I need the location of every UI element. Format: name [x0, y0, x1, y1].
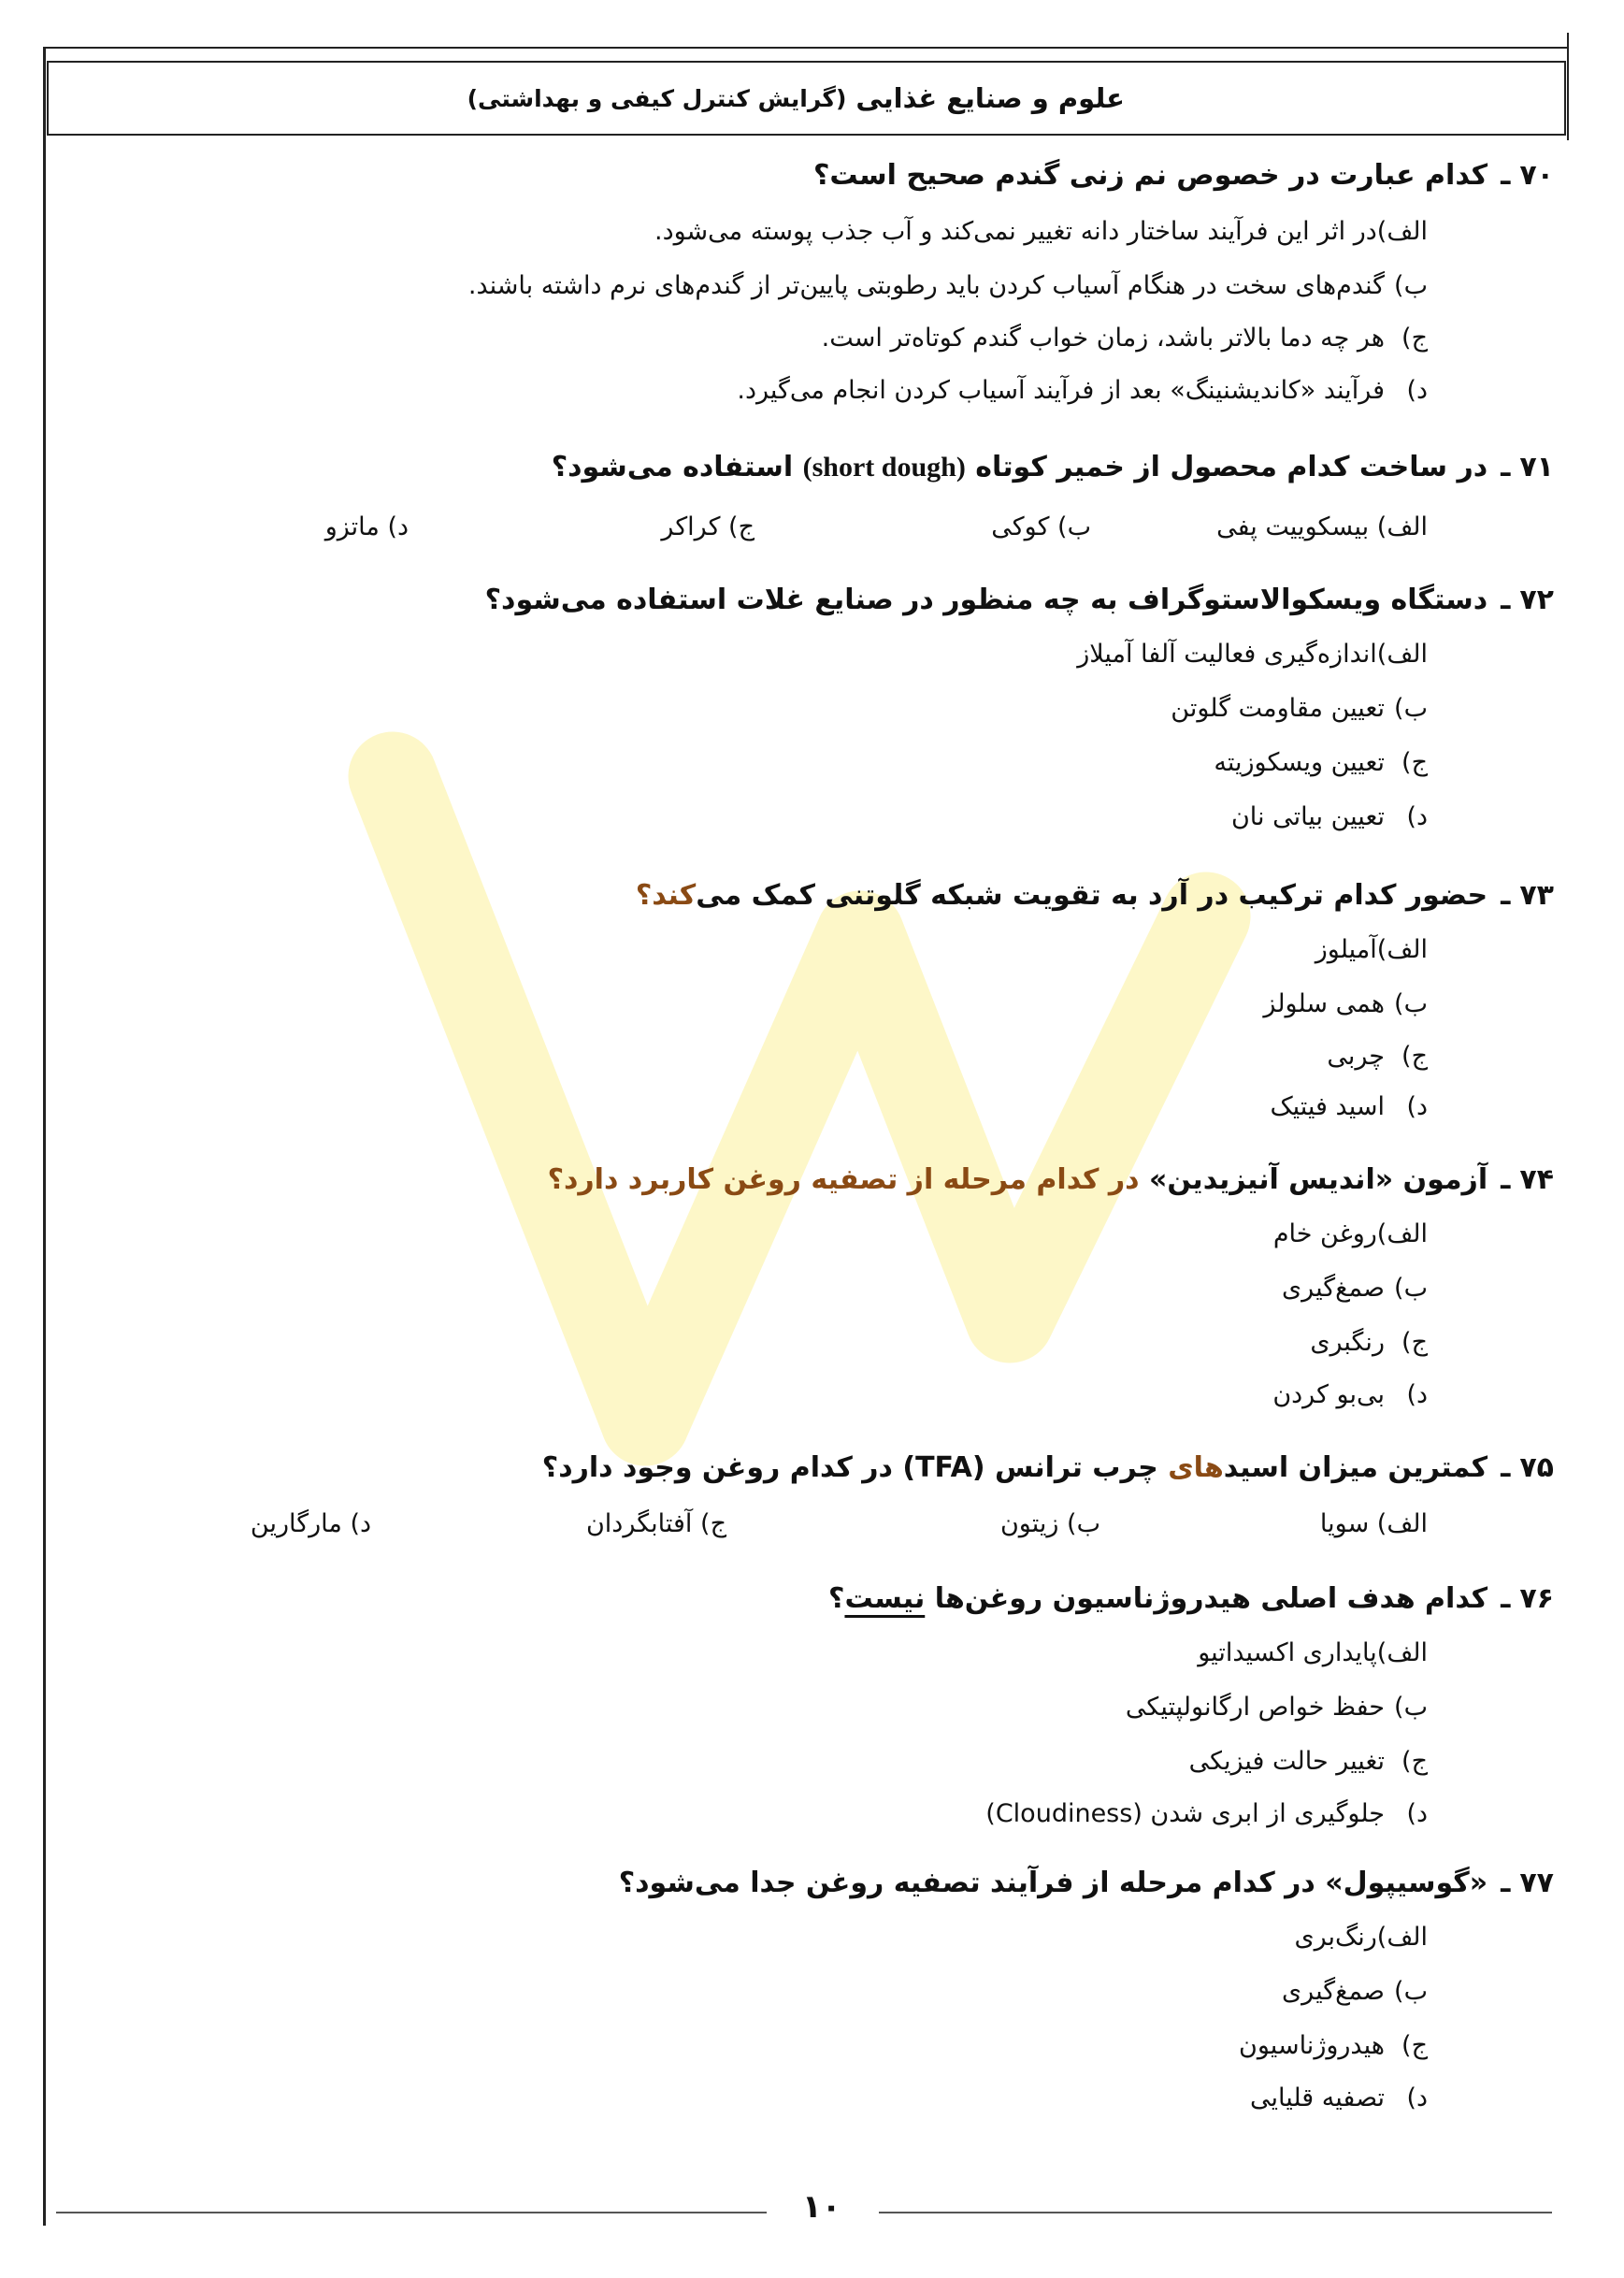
option-72-d[interactable] [1231, 802, 1428, 831]
option-text: کراکر [661, 512, 721, 541]
option-text: هر چه دما بالاتر باشد، زمان خواب گندم کوتاه‌تر است. [821, 324, 1385, 353]
section-subtitle: (گرایش کنترل کیفی و بهداشتی) [467, 84, 847, 112]
option-letter: الف) [1376, 1509, 1428, 1538]
question-text-highlight: های [1168, 1451, 1224, 1484]
option-letter: ج) [1401, 1328, 1428, 1357]
question-number: ۷۱ [1519, 451, 1554, 483]
option-76-c[interactable] [1189, 1747, 1428, 1776]
question-number: ۷۵ [1519, 1451, 1554, 1484]
question-text-end: ؟ [828, 1582, 845, 1615]
question-76 [828, 1582, 1554, 1615]
option-73-a[interactable] [1315, 935, 1428, 964]
option-text: تعیین مقاومت گلوتن [1171, 694, 1385, 723]
option-text: هیدروژناسیون [1239, 2031, 1385, 2060]
option-letter: ب) [1394, 1693, 1428, 1722]
option-72-a[interactable] [1077, 640, 1428, 669]
option-text: مارگارین [250, 1509, 342, 1538]
option-letter: د) [1406, 1092, 1428, 1121]
question-text: حضور کدام ترکیب در آرد به تقویت شبکه گلوتنی کمک می [696, 879, 1488, 912]
option-letter: ج) [1401, 1747, 1428, 1776]
question-text-end: استفاده می‌شود؟ [551, 451, 794, 483]
option-70-a[interactable] [654, 217, 1428, 246]
option-77-c[interactable] [1239, 2031, 1428, 2060]
question-text: کدام هدف اصلی هیدروژناسیون روغن‌ها [934, 1582, 1488, 1615]
question-74 [548, 1163, 1554, 1196]
option-text: حفظ خواص ارگانولپتیکی [1125, 1693, 1385, 1722]
option-letter: د) [1406, 1380, 1428, 1409]
question-number: ۷۴ [1519, 1163, 1554, 1196]
option-letter: الف) [1376, 1923, 1428, 1952]
option-text: فرآیند «کاندیشنینگ» بعد از فرآیند آسیاب کردن انجام می‌گیرد. [737, 376, 1385, 405]
question-text: کدام عبارت در خصوص نم زنی گندم صحیح است؟ [812, 159, 1488, 192]
option-73-c[interactable] [1327, 1042, 1428, 1071]
option-letter: الف) [1376, 1638, 1428, 1667]
option-letter: ب) [1394, 1274, 1428, 1303]
option-letter: ج) [1401, 1042, 1428, 1071]
option-71-a[interactable] [1216, 512, 1428, 541]
question-number: ۷۷ [1519, 1867, 1554, 1899]
option-letter: د) [387, 512, 409, 541]
footer-rule-left [56, 2212, 767, 2213]
option-text: تعیین ویسکوزیته [1214, 748, 1385, 777]
section-header [47, 61, 1566, 136]
question-text-underlined: نیست [844, 1582, 926, 1615]
question-77 [619, 1867, 1554, 1899]
option-text: آفتابگردان [585, 1509, 693, 1538]
option-74-d[interactable] [1272, 1380, 1428, 1409]
option-75-d[interactable] [251, 1509, 371, 1538]
question-75 [542, 1451, 1554, 1484]
section-title: علوم و صنایع غذایی [855, 82, 1125, 114]
top-rule [43, 47, 1569, 49]
question-72 [485, 584, 1554, 616]
question-dash: ـ [1501, 879, 1511, 912]
option-73-d[interactable] [1270, 1092, 1428, 1121]
option-text: بی‌بو کردن [1272, 1380, 1385, 1409]
option-76-d[interactable] [985, 1799, 1428, 1828]
question-text: در ساخت کدام محصول از خمیر کوتاه [975, 451, 1488, 483]
question-text: کمترین میزان اسید [1223, 1451, 1488, 1484]
question-latin-term: (short dough) [802, 452, 966, 483]
option-text: روغن خام [1272, 1219, 1377, 1248]
option-76-a[interactable] [1198, 1638, 1428, 1667]
question-text-highlight: کند؟ [635, 879, 697, 912]
option-73-b[interactable] [1263, 989, 1428, 1018]
option-text: پایداری اکسیداتیو [1198, 1638, 1377, 1667]
question-number: ۷۳ [1519, 879, 1554, 912]
question-text: آزمون «اندیس آنیزیدین» [1149, 1163, 1488, 1196]
option-letter: ب) [1394, 271, 1428, 300]
option-77-d[interactable] [1250, 2083, 1428, 2112]
option-71-d[interactable] [325, 512, 409, 541]
option-letter: د) [1406, 1799, 1428, 1828]
question-number: ۷۲ [1519, 584, 1554, 616]
option-72-c[interactable] [1214, 748, 1428, 777]
question-dash: ـ [1501, 1451, 1511, 1484]
option-letter: الف) [1376, 217, 1428, 246]
option-text: رنگ‌بری [1294, 1923, 1377, 1952]
option-74-b[interactable] [1282, 1274, 1428, 1303]
option-text: رنگبری [1310, 1328, 1385, 1357]
option-letter: ب) [1394, 1977, 1428, 2006]
option-text: چربی [1327, 1042, 1385, 1071]
option-70-c[interactable] [822, 324, 1428, 353]
option-letter: الف) [1376, 935, 1428, 964]
option-text: اسید فیتیک [1270, 1092, 1385, 1121]
question-text: دستگاه ویسکوالاستوگراف به چه منظور در صنایع غلات استفاده می‌شود؟ [484, 584, 1488, 616]
question-text-end: چرب ترانس (TFA) در کدام روغن وجود دارد؟ [541, 1451, 1158, 1484]
question-text: «گوسیپول» در کدام مرحله از فرآیند تصفیه روغن جدا می‌شود؟ [618, 1867, 1488, 1899]
question-73 [636, 879, 1554, 912]
option-75-a[interactable] [1320, 1509, 1428, 1538]
question-dash: ـ [1501, 584, 1511, 616]
option-74-c[interactable] [1310, 1328, 1428, 1357]
option-77-a[interactable] [1295, 1923, 1428, 1952]
option-74-a[interactable] [1273, 1219, 1428, 1248]
option-text: سویا [1319, 1509, 1370, 1538]
option-text: صمغ‌گیری [1282, 1977, 1385, 2006]
option-text: تعیین بیاتی نان [1230, 802, 1385, 831]
page-frame-right [1567, 33, 1569, 140]
option-text: کوکی [991, 512, 1050, 541]
option-letter: ج) [1401, 748, 1428, 777]
option-text: تصفیه قلیایی [1249, 2083, 1385, 2112]
question-dash: ـ [1501, 1867, 1511, 1899]
option-77-b[interactable] [1282, 1977, 1428, 2006]
question-dash: ـ [1501, 1163, 1511, 1196]
option-letter: الف) [1376, 640, 1428, 669]
option-letter: د) [350, 1509, 371, 1538]
option-70-d[interactable] [737, 376, 1428, 405]
option-letter: ب) [1394, 694, 1428, 723]
option-text: زیتون [999, 1509, 1059, 1538]
footer-rule-right [879, 2212, 1552, 2213]
question-number: ۷۰ [1519, 159, 1554, 192]
option-71-b[interactable] [991, 512, 1091, 541]
option-letter: ج) [700, 1509, 726, 1538]
option-letter: ب) [1394, 989, 1428, 1018]
page-frame-left [43, 47, 46, 2226]
option-letter: ب) [1067, 1509, 1100, 1538]
question-dash: ـ [1501, 1582, 1511, 1615]
option-text: در اثر این فرآیند ساختار دانه تغییر نمی‌کند و آب جذب پوسته می‌شود. [654, 217, 1377, 246]
question-text-highlight: در کدام مرحله از تصفیه روغن کاربرد دارد؟ [547, 1163, 1140, 1196]
option-text: جلوگیری از ابری شدن (Cloudiness) [985, 1799, 1385, 1828]
option-text: اندازه‌گیری فعالیت آلفا آمیلاز [1077, 640, 1377, 669]
option-letter: ج) [1401, 2031, 1428, 2060]
option-letter: الف) [1376, 512, 1428, 541]
option-letter: د) [1406, 802, 1428, 831]
option-letter: الف) [1376, 1219, 1428, 1248]
option-75-c[interactable] [586, 1509, 726, 1538]
option-71-c[interactable] [661, 512, 755, 541]
option-text: ماتزو [324, 512, 380, 541]
option-text: همی سلولز [1263, 989, 1385, 1018]
question-dash: ـ [1501, 451, 1511, 483]
option-letter: د) [1406, 2083, 1428, 2112]
option-text: تغییر حالت فیزیکی [1188, 1747, 1385, 1776]
option-letter: د) [1406, 376, 1428, 405]
option-70-b[interactable] [468, 271, 1428, 300]
option-text: بیسکوییت پفی [1216, 512, 1370, 541]
option-72-b[interactable] [1171, 694, 1428, 723]
option-text: گندم‌های سخت در هنگام آسیاب کردن باید رطوبتی پایین‌تر از گندم‌های نرم داشته باشند. [467, 271, 1385, 300]
question-70 [813, 159, 1554, 192]
option-75-b[interactable] [1000, 1509, 1100, 1538]
question-71 [552, 451, 1554, 483]
option-text: صمغ‌گیری [1282, 1274, 1385, 1303]
option-letter: ج) [1401, 324, 1428, 353]
watermark-logo [337, 711, 1365, 1506]
question-number: ۷۶ [1519, 1582, 1554, 1615]
option-text: آمیلوز [1315, 935, 1377, 964]
option-76-b[interactable] [1126, 1693, 1428, 1722]
page-number: ۱۰ [802, 2188, 841, 2226]
question-dash: ـ [1501, 159, 1511, 192]
option-letter: ب) [1057, 512, 1091, 541]
option-letter: ج) [728, 512, 755, 541]
